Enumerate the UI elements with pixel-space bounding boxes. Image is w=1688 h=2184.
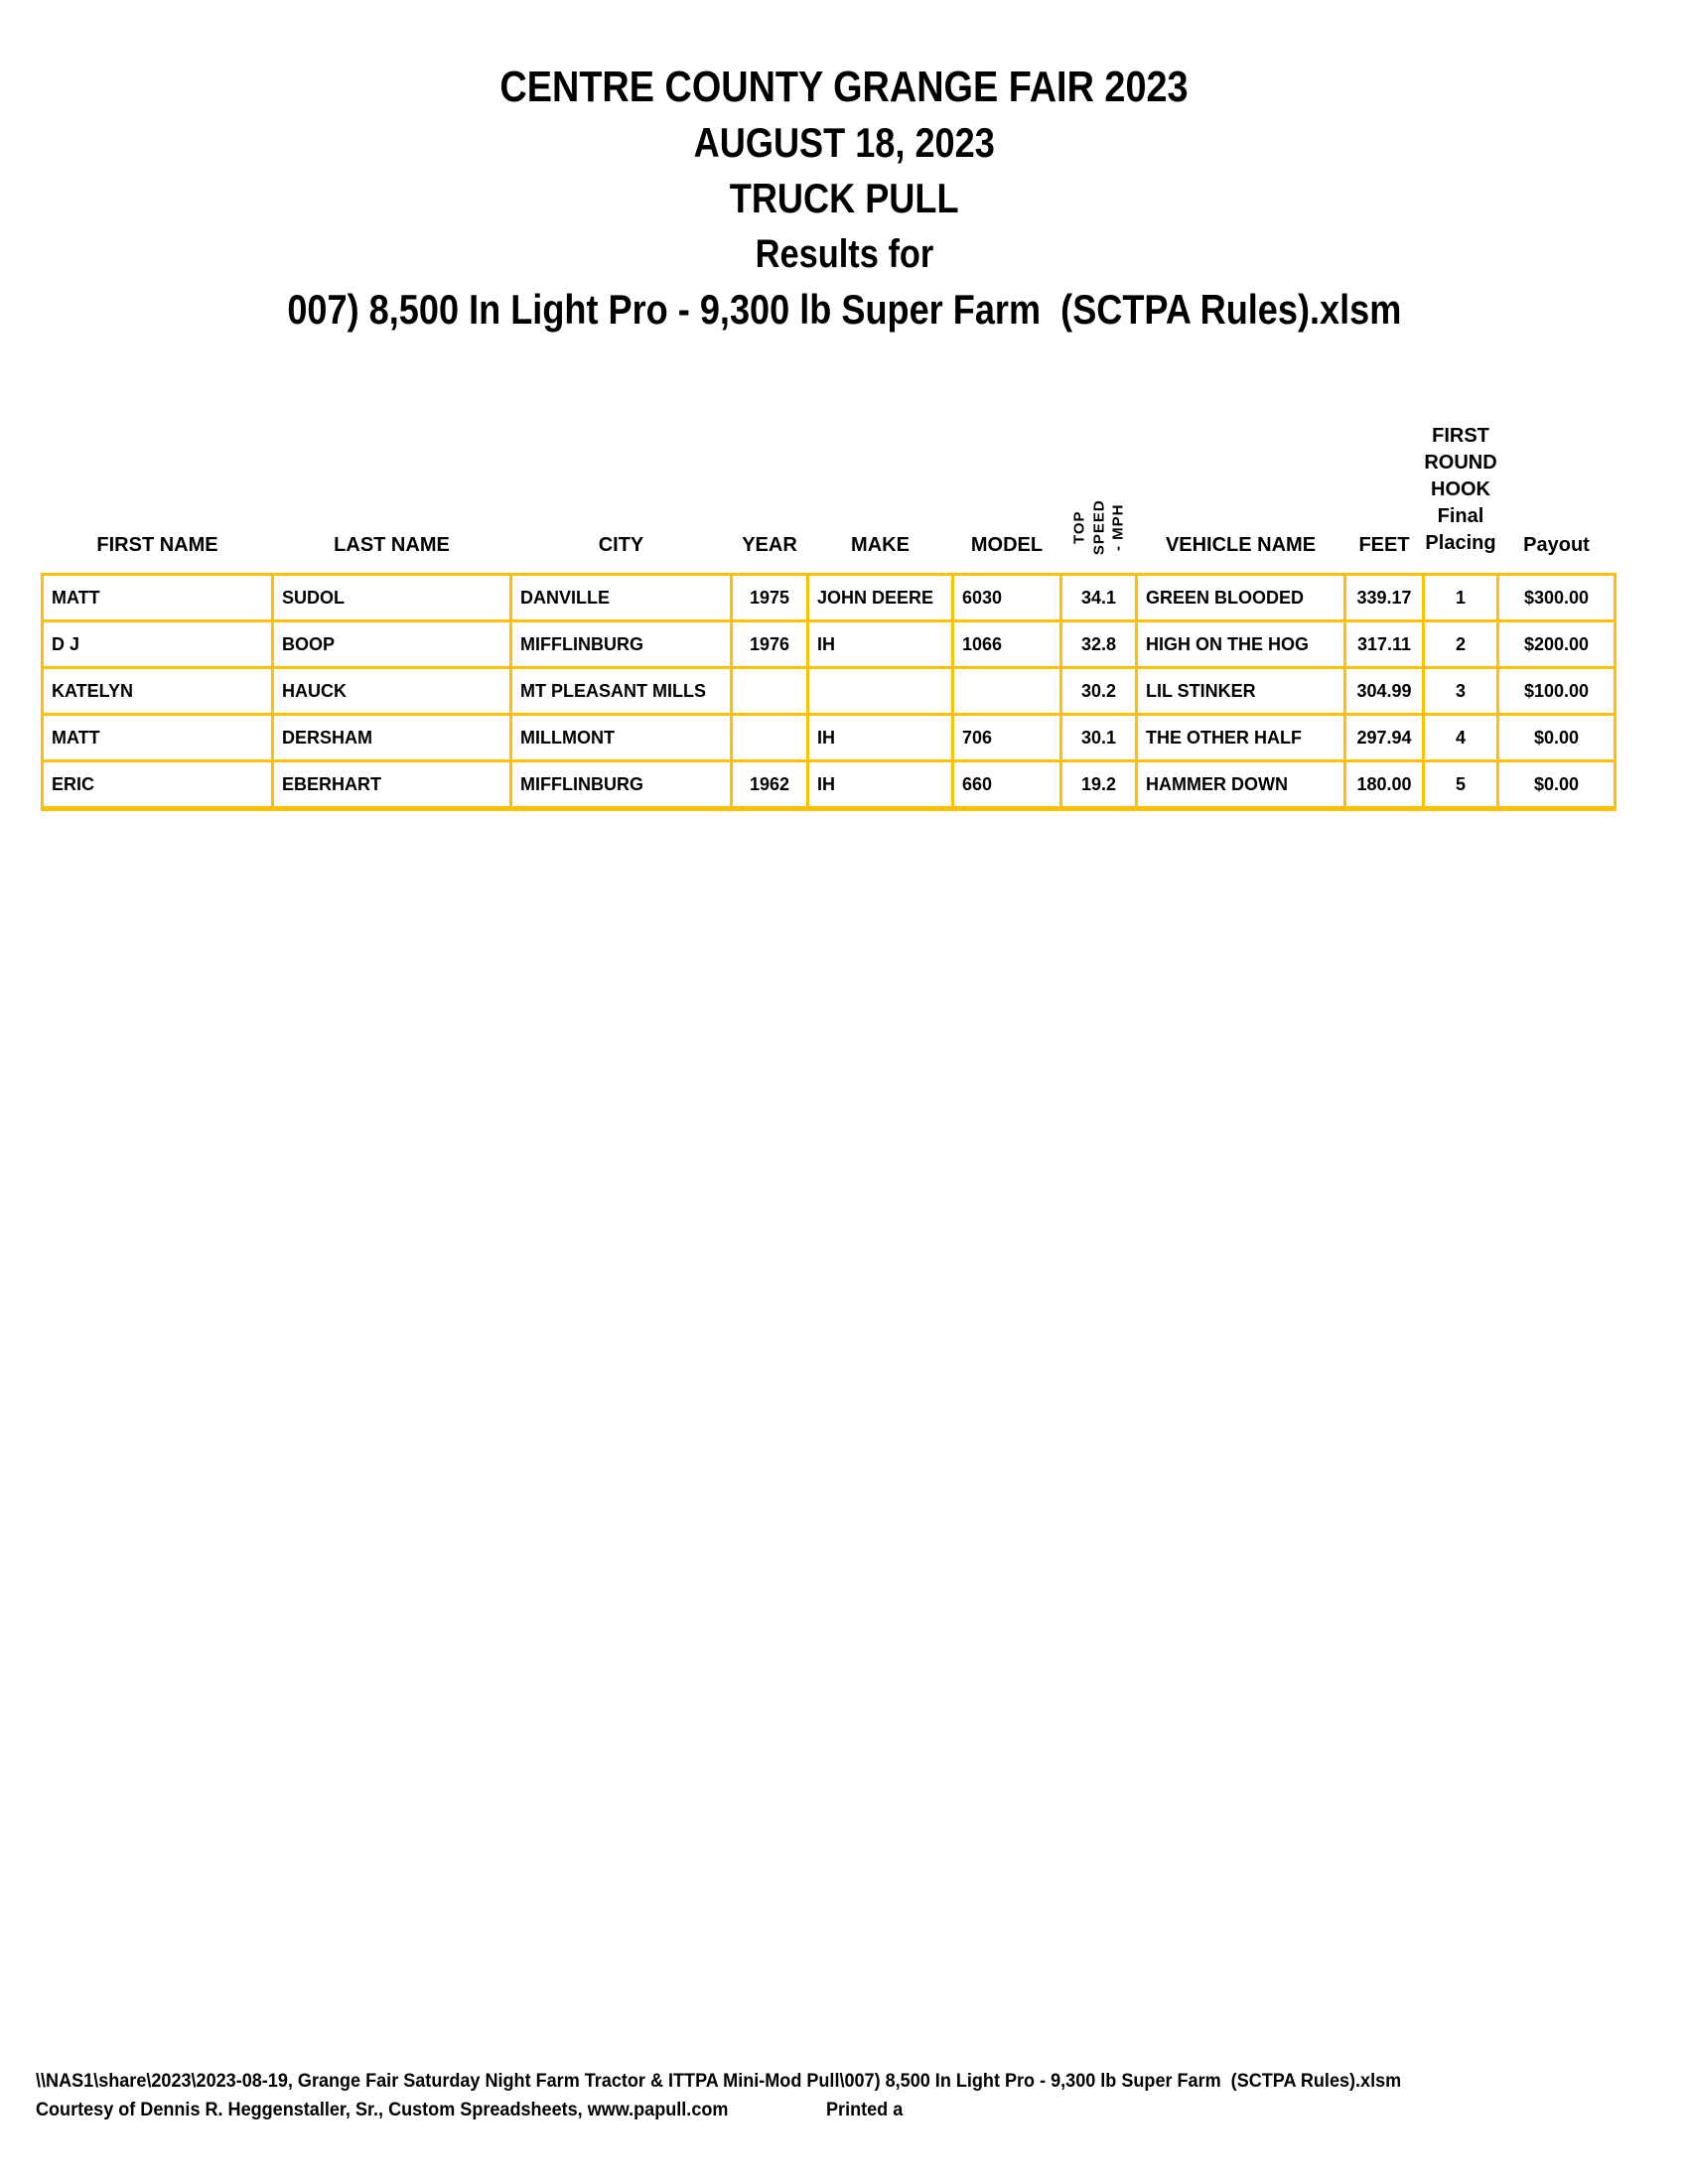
cell-vehicle-name: GREEN BLOODED: [1137, 575, 1345, 621]
cell-payout: $0.00: [1498, 761, 1616, 809]
class-filename: 007) 8,500 In Light Pro - 9,300 lb Super Farm (SCTPA Rules).xlsm: [286, 286, 1402, 333]
cell-placing: 2: [1424, 621, 1498, 668]
cell-year: [732, 715, 808, 761]
title-line-class: [0, 282, 1688, 338]
cell-year: 1975: [732, 575, 808, 621]
cell-make: IH: [808, 715, 953, 761]
col-header-top-speed: [1061, 423, 1137, 575]
cell-last-name: DERSHAM: [273, 715, 511, 761]
cell-city: MIFFLINBURG: [511, 761, 732, 809]
cell-model: 660: [953, 761, 1061, 809]
cell-city: DANVILLE: [511, 575, 732, 621]
col-header-feet: FEET: [1358, 534, 1410, 556]
cell-feet: 180.00: [1345, 761, 1424, 809]
top-speed-word-1: TOP: [1070, 510, 1088, 545]
col-header-vehicle-name: VEHICLE NAME: [1165, 534, 1317, 556]
cell-feet: 297.94: [1345, 715, 1424, 761]
cell-last-name: EBERHART: [273, 761, 511, 809]
footer: [36, 2067, 1474, 2124]
title-line-date: [0, 115, 1688, 171]
cell-first-name: MATT: [43, 575, 273, 621]
cell-placing: 1: [1424, 575, 1498, 621]
hook-header-line-3: Final Placing: [1425, 505, 1496, 554]
cell-year: [732, 668, 808, 715]
footer-file-path: \\NAS1\share\2023\2023-08-19, Grange Fair Saturday Night Farm Tractor & ITTPA Mini-Mod Pull\007) 8,500 In Light Pro - 9,300 lb Super Farm (SCTPA Rules).xlsm: [36, 2071, 1402, 2092]
table-row: [43, 761, 1616, 809]
cell-year: 1976: [732, 621, 808, 668]
results-for-label: Results for: [755, 232, 933, 276]
event-type: TRUCK PULL: [729, 175, 959, 221]
col-header-city: CITY: [598, 534, 644, 556]
cell-make: IH: [808, 621, 953, 668]
cell-feet: 317.11: [1345, 621, 1424, 668]
cell-last-name: HAUCK: [273, 668, 511, 715]
cell-city: MT PLEASANT MILLS: [511, 668, 732, 715]
cell-first-name: KATELYN: [43, 668, 273, 715]
cell-vehicle-name: THE OTHER HALF: [1137, 715, 1345, 761]
footer-credit: Courtesy of Dennis R. Heggenstaller, Sr., Custom Spreadsheets, www.papull.com: [36, 2100, 729, 2120]
footer-printed-label: Printed a: [826, 2100, 904, 2120]
cell-first-name: ERIC: [43, 761, 273, 809]
footer-line-1: [36, 2067, 1474, 2096]
cell-last-name: BOOP: [273, 621, 511, 668]
cell-feet: 304.99: [1345, 668, 1424, 715]
results-table: [41, 423, 1617, 811]
title-line-results: [0, 226, 1688, 282]
cell-feet: 339.17: [1345, 575, 1424, 621]
table-body: [43, 575, 1616, 809]
table-row: [43, 575, 1616, 621]
col-header-hook-placing: [1424, 423, 1498, 575]
cell-top-speed: 34.1: [1061, 575, 1137, 621]
top-speed-word-2: SPEED: [1089, 499, 1107, 556]
title-line-event: [0, 171, 1688, 226]
cell-city: MIFFLINBURG: [511, 621, 732, 668]
title-line-fair: [0, 60, 1688, 115]
table-row: [43, 621, 1616, 668]
page-title: CENTRE COUNTY GRANGE FAIR 2023: [499, 63, 1189, 111]
table-row: [43, 668, 1616, 715]
cell-placing: 3: [1424, 668, 1498, 715]
cell-first-name: MATT: [43, 715, 273, 761]
cell-model: 1066: [953, 621, 1061, 668]
cell-top-speed: 19.2: [1061, 761, 1137, 809]
cell-city: MILLMONT: [511, 715, 732, 761]
cell-make: JOHN DEERE: [808, 575, 953, 621]
cell-vehicle-name: HIGH ON THE HOG: [1137, 621, 1345, 668]
cell-top-speed: 32.8: [1061, 621, 1137, 668]
col-header-year: YEAR: [742, 534, 797, 556]
event-date: AUGUST 18, 2023: [693, 119, 995, 166]
table-header-row: [43, 423, 1616, 575]
cell-last-name: SUDOL: [273, 575, 511, 621]
hook-header-line-1: FIRST ROUND: [1424, 425, 1497, 474]
cell-model: [953, 668, 1061, 715]
cell-payout: $300.00: [1498, 575, 1616, 621]
cell-vehicle-name: HAMMER DOWN: [1137, 761, 1345, 809]
footer-line-2: [36, 2096, 1474, 2124]
hook-header-line-2: HOOK: [1431, 478, 1490, 500]
cell-model: 6030: [953, 575, 1061, 621]
top-speed-word-3: - MPH: [1109, 503, 1127, 552]
col-header-last-name: LAST NAME: [334, 534, 450, 556]
cell-placing: 5: [1424, 761, 1498, 809]
cell-top-speed: 30.2: [1061, 668, 1137, 715]
cell-placing: 4: [1424, 715, 1498, 761]
cell-first-name: D J: [43, 621, 273, 668]
cell-vehicle-name: LIL STINKER: [1137, 668, 1345, 715]
cell-year: 1962: [732, 761, 808, 809]
cell-payout: $0.00: [1498, 715, 1616, 761]
cell-payout: $100.00: [1498, 668, 1616, 715]
table-row: [43, 715, 1616, 761]
col-header-make: MAKE: [851, 534, 910, 556]
title-block: [0, 60, 1688, 338]
cell-payout: $200.00: [1498, 621, 1616, 668]
cell-make: IH: [808, 761, 953, 809]
cell-make: [808, 668, 953, 715]
col-header-model: MODEL: [970, 534, 1044, 556]
col-header-payout: Payout: [1523, 534, 1590, 556]
cell-top-speed: 30.1: [1061, 715, 1137, 761]
cell-model: 706: [953, 715, 1061, 761]
col-header-first-name: FIRST NAME: [96, 534, 218, 556]
